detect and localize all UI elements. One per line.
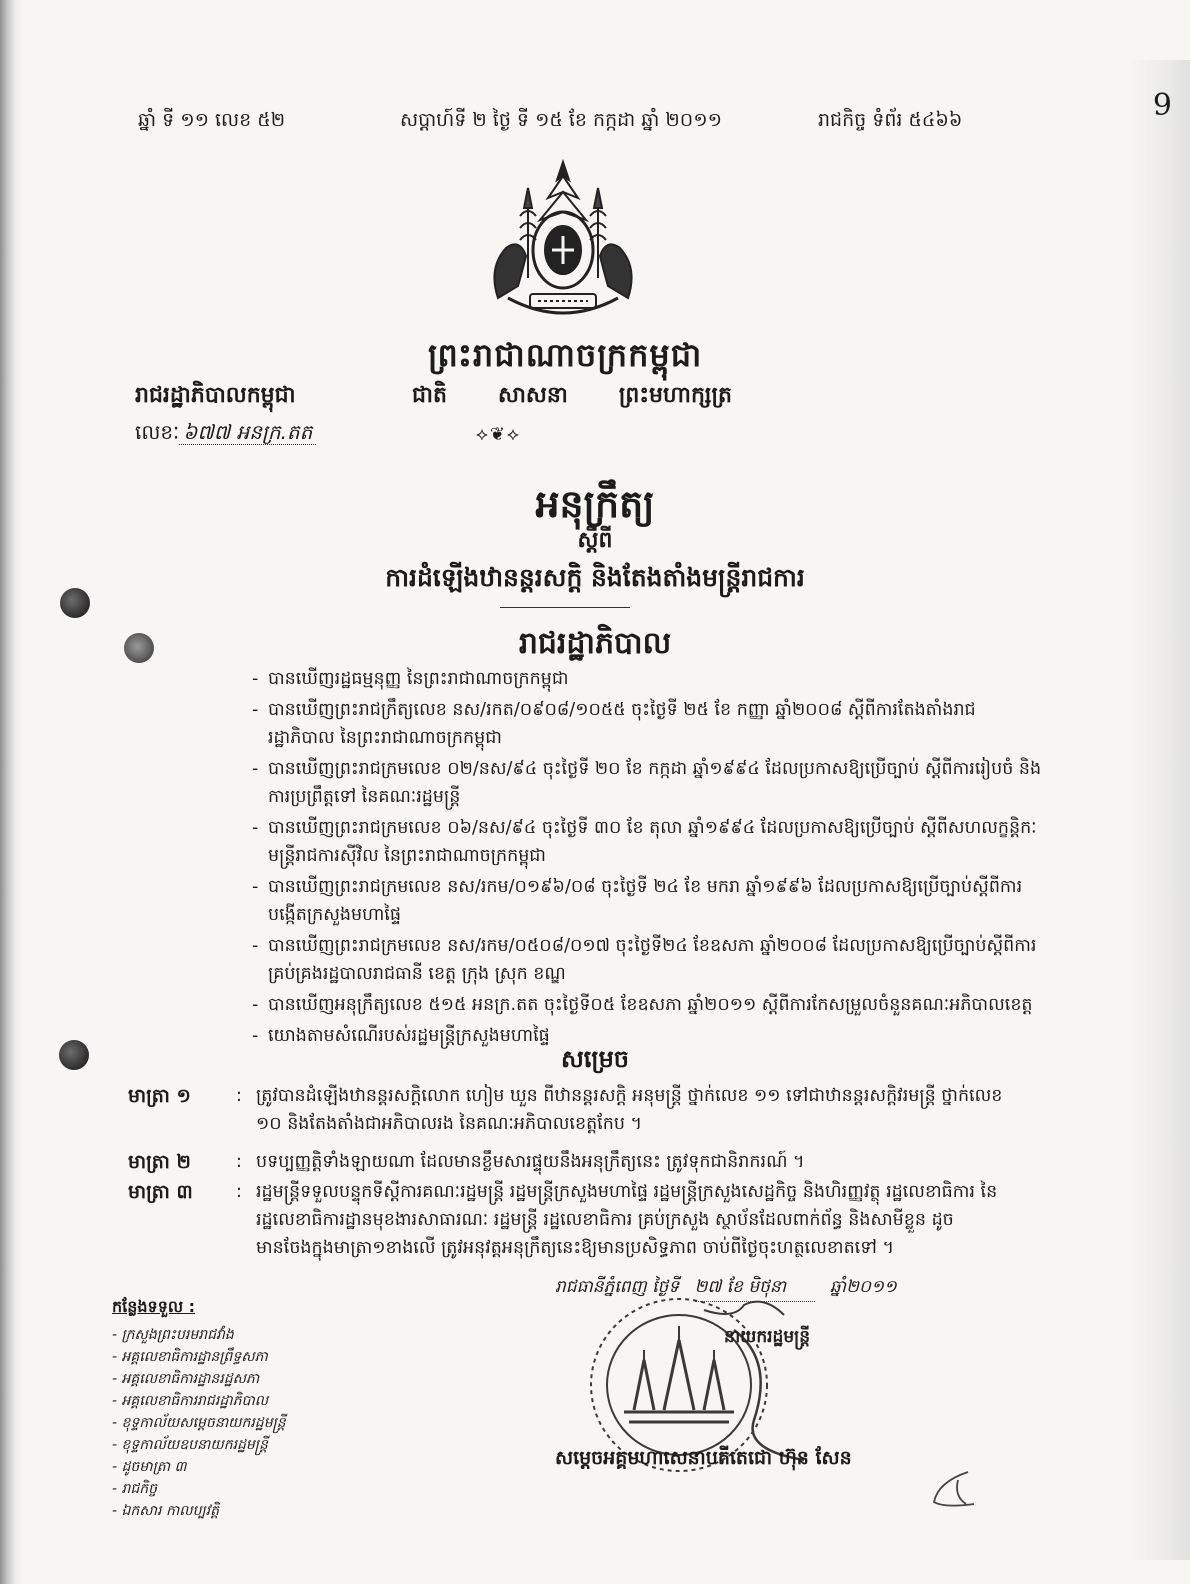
recipient-item: - អគ្គលេខាធិការរាជរដ្ឋាភិបាល bbox=[112, 1393, 269, 1409]
recital-item: - យោងតាមសំណើរបស់រដ្ឋមន្ត្រីក្រសួងមហាផ្ទៃ bbox=[252, 1022, 1042, 1050]
kingdom-title: ព្រះរាជាណាចក្រកម្ពុជា bbox=[428, 336, 703, 374]
recitals-list bbox=[252, 665, 1042, 1053]
reference-number bbox=[135, 419, 316, 449]
recipients-heading: កន្លែងទទួល : bbox=[112, 1297, 196, 1316]
recipients-block bbox=[112, 1296, 372, 1522]
handwritten-date: ២៧ ខែ មិថុនា bbox=[695, 1276, 815, 1302]
gazette-week-date: សប្តាហ៍ទី ២ ថ្ងៃ ទី ១៥ ខែ កក្កដា ឆ្នាំ ២០១១ bbox=[400, 109, 722, 131]
recital-item: - បានឃើញព្រះរាជក្រមលេខ នស/រកម/០៥០៨/០១៧ ចុះថ្ងៃទី២៤ ខែឧសភា ឆ្នាំ២០០៨ ដែលប្រកាសឱ្យប្រើច្បាប់ស្តីពីការគ្រប់គ្រងរដ្ឋបាលរាជធានី ខេត្ត ក្រុង ស្រុក ខណ្ឌ bbox=[252, 932, 1042, 988]
article-text: រដ្ឋមន្ត្រីទទួលបន្ទុកទីស្តីការគណៈរដ្ឋមន្ត្រី រដ្ឋមន្ត្រីក្រសួងមហាផ្ទៃ រដ្ឋមន្ត្រីក្រសួងសេដ្ឋកិច្ច និងហិរញ្ញវត្ថុ រដ្ឋលេខាធិការ នៃរដ្ឋលេខាធិការដ្ឋានមុខងារសាធារណៈ រដ្ឋមន្ត្រី រដ្ឋលេខាធិការ គ្រប់ក្រសួង ស្ថាប័នដែលពាក់ព័ន្ធ និងសាមីខ្លួន ដូចមានចែងក្នុងមាត្រា១ខាងលើ ត្រូវអនុវត្តអនុក្រឹត្យនេះឱ្យមានប្រសិទ្ធភាព ចាប់ពីថ្ងៃចុះហត្ថលេខាតទៅ ។ bbox=[256, 1182, 998, 1258]
recital-item: - បានឃើញព្រះរាជក្រឹត្យលេខ នស/រកត/០៩០៨/១០៥៥ ចុះថ្ងៃទី ២៥ ខែ កញ្ញា ឆ្នាំ២០០៨ ស្តីពីការតែងតាំងរាជរដ្ឋាភិបាល នៃព្រះរាជាណាចក្រកម្ពុជា bbox=[252, 696, 1042, 752]
recipient-item: - រាជកិច្ច bbox=[112, 1481, 158, 1497]
recipient-item: - អគ្គលេខាធិការដ្ឋានព្រឹទ្ធសភា bbox=[112, 1349, 268, 1365]
decision-heading: សម្រេច bbox=[560, 1045, 630, 1073]
scan-edge-left bbox=[0, 0, 22, 1584]
scan-edge-right bbox=[1130, 60, 1190, 1560]
article-label: មាត្រា ១ bbox=[128, 1085, 191, 1107]
motto-king: ព្រះមហាក្សត្រ bbox=[618, 383, 732, 408]
article-1 bbox=[128, 1082, 1008, 1138]
recital-item: - បានឃើញអនុក្រឹត្យលេខ ៥១៥ អនក្រ.តត ចុះថ្ងៃទី០៥ ខែឧសភា ឆ្នាំ២០១១ ស្តីពីការកែសម្រួលចំនួនគណៈអភិបាលខេត្ត bbox=[252, 991, 1042, 1019]
page-mark: 9 bbox=[1152, 88, 1172, 123]
gazette-year-issue: ឆ្នាំ ទី ១១ លេខ ៥២ bbox=[138, 109, 286, 131]
recipient-item: - ខុទ្ទកាល័យសម្តេចនាយករដ្ឋមន្ត្រី bbox=[112, 1415, 286, 1431]
gazette-page-number: រាជកិច្ច ទំព័រ ៥៤៦៦ bbox=[818, 109, 963, 131]
issuing-government: រាជរដ្ឋាភិបាលកម្ពុជា bbox=[135, 383, 296, 408]
national-motto bbox=[412, 381, 732, 413]
about-label: ស្តីពី bbox=[577, 528, 613, 553]
recipient-item: - ខុទ្ទកាល័យឧបនាយករដ្ឋមន្ត្រី bbox=[112, 1437, 268, 1453]
motto-nation: ជាតិ bbox=[412, 383, 447, 408]
document-type-title: អនុក្រឹត្យ bbox=[535, 482, 655, 526]
recital-item: - បានឃើញព្រះរាជក្រមលេខ ០៦/នស/៩៤ ចុះថ្ងៃទី ៣០ ខែ តុលា ឆ្នាំ១៩៩៤ ដែលប្រកាសឱ្យប្រើច្បាប់ ស្តីពីសហលក្ខន្តិកៈមន្ត្រីរាជការស៊ីវិល នៃព្រះរាជាណាចក្រកម្ពុជា bbox=[252, 814, 1042, 870]
royal-arms-emblem bbox=[468, 158, 658, 328]
recital-item: - បានឃើញព្រះរាជក្រមលេខ ០២/នស/៩៤ ចុះថ្ងៃទី ២០ ខែ កក្កដា ឆ្នាំ១៩៩៤ ដែលប្រកាសឱ្យប្រើច្បាប់ ស្តីពីការរៀបចំ និងការប្រព្រឹត្តទៅ នៃគណៈរដ្ឋមន្ត្រី bbox=[252, 755, 1042, 811]
article-text: ត្រូវបានដំឡើងឋានន្តរសក្តិលោក ហៀម ឃួន ពីឋានន្តរសក្តិ អនុមន្ត្រី ថ្នាក់លេខ ១១ ទៅជាឋានន្តរសក្តិវរមន្ត្រី ថ្នាក់លេខ ១០ និងតែងតាំងជាអភិបាលរង នៃគណៈអភិបាលខេត្តកែប ។ bbox=[256, 1086, 1003, 1134]
recital-item: - បានឃើញព្រះរាជក្រមលេខ នស/រកម/០១៩៦/០៨ ចុះថ្ងៃទី ២៤ ខែ មករា ឆ្នាំ១៩៩៦ ដែលប្រកាសឱ្យប្រើច្បាប់ស្តីពីការបង្កើតក្រសួងមហាផ្ទៃ bbox=[252, 873, 1042, 929]
article-text: បទប្បញ្ញត្តិទាំងឡាយណា ដែលមានខ្លឹមសារផ្ទុយនឹងអនុក្រឹត្យនេះ ត្រូវទុកជានិរាករណ៍ ។ bbox=[256, 1152, 805, 1172]
recipient-item: - ក្រសួងព្រះបរមរាជវាំង bbox=[112, 1327, 234, 1343]
government-heading: រាជរដ្ឋាភិបាល bbox=[518, 626, 672, 661]
place-date-prefix: រាជធានីភ្នំពេញ ថ្ងៃទី bbox=[555, 1277, 680, 1297]
recital-item: - បានឃើញរដ្ឋធម្មនុញ្ញ នៃព្រះរាជាណាចក្រកម្ពុជា bbox=[252, 665, 1042, 693]
article-2 bbox=[128, 1148, 1008, 1176]
signatory-name: សម្តេចអគ្គមហាសេនាបតីតេជោ ហ៊ុន សែន bbox=[555, 1447, 852, 1469]
article-colon: : bbox=[236, 1152, 242, 1172]
article-label: មាត្រា ២ bbox=[128, 1151, 191, 1173]
recipient-item: - ដូចមាត្រា ៣ bbox=[112, 1459, 187, 1475]
recipient-item: - អគ្គលេខាធិការដ្ឋានរដ្ឋសភា bbox=[112, 1371, 260, 1387]
title-divider bbox=[500, 607, 630, 608]
document-subject: ការដំឡើងឋានន្តរសក្តិ និងតែងតាំងមន្ត្រីរាជការ bbox=[385, 563, 805, 592]
article-colon: : bbox=[236, 1086, 242, 1106]
initial-mark bbox=[928, 1466, 988, 1516]
motto-religion: សាសនា bbox=[497, 383, 568, 408]
reference-label: លេខៈ bbox=[135, 420, 180, 444]
article-colon: : bbox=[236, 1182, 242, 1202]
place-date-year: ឆ្នាំ២០១១ bbox=[829, 1277, 897, 1297]
reference-value: ៦៧៧ អនក្រ.តត bbox=[179, 420, 316, 445]
seal-title: នាយករដ្ឋមន្ត្រី bbox=[724, 1327, 810, 1347]
ornament-divider: ⟡❦⟡ bbox=[476, 424, 521, 445]
article-3 bbox=[128, 1178, 1008, 1262]
article-label: មាត្រា ៣ bbox=[128, 1181, 193, 1203]
recipient-item: - ឯកសារ កាលប្បវត្តិ bbox=[112, 1503, 219, 1519]
